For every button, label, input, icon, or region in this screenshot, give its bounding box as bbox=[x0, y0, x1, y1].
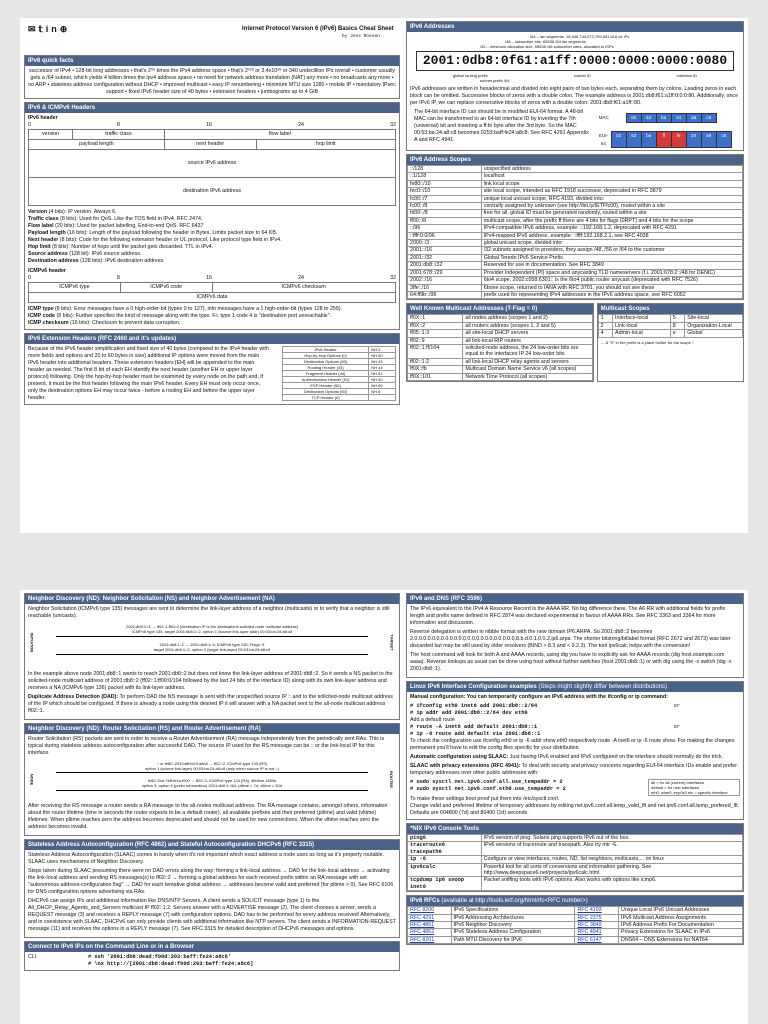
tool-row: traceroute6 tracepath6 IPv6 versions of traceroute and tracepath. Also try mtr -6. bbox=[408, 842, 743, 856]
page-one bbox=[20, 18, 748, 533]
multicast-row: ff0X::fb Multicast Domain Name Service v6 (all scopes) bbox=[408, 366, 593, 373]
scope-row: 2001:db8::/32 Reserved for use in documentation. See RFC 3849 bbox=[408, 262, 743, 269]
section-title: Well Known Multicast Addresses (T-Flag = 0) bbox=[407, 304, 593, 314]
console-tools-table bbox=[407, 834, 743, 891]
scope-row: ::/128 unspecified address bbox=[408, 166, 743, 173]
well-known-multicast-table bbox=[407, 314, 593, 381]
console-tools-section bbox=[406, 823, 744, 892]
page-two-right-column bbox=[406, 590, 744, 1024]
addresses-section: IPv6 Addresses /64 – lan segments, 18,446,744,073,709,551,616 v6 IPs /48 – subscriber site, 65536 /64 lan segments /32 – minimum allocation size, 65536 /48 subscriber sites, allocated to ISPs 2001:0db8:0f61:a1ff:0000:0000:0000:0080 global routing prefix subnet ID interface ID subnet prefix /64 IPv6 addresses are written in hexadecimal and divided into eight pairs of two bytes each, separating them by colons. Leading zeros in each block can be omitted. Successive blocks of zeros with a double colon. The example address is 2001:db8:f61:a1ff:0:0:0:80. Additionally, once per IPv6 IP, we can replace consecutive blocks of zeros with a double colon: 2001:db8:f61:a1ff::80. The 64-bit interface ID can should be in modified EUI-64 format. A 48-bit MAC can be transformed to an 64-bit interface ID by inverting the 7th (universal) bit and inserting a ff:fe byte after the 3rd byte. So the MAC 00:53:ba:24:a8:c8 becomes 0253:baff:fe24:a8c8. See RFC 4291 Appendix A and RFC 4941. MAC 00 53 ba 24 a8 c8 EUI-64 02 53 ba ff fe 24 a8 c8 bbox=[406, 21, 744, 151]
tool-row: ip -6 Configure or view interfaces, routes, ND, list neighbors, multicasts,... on linux bbox=[408, 856, 743, 863]
page-title: Internet Protocol Version 6 (IPv6) Basics Cheat Sheet bbox=[242, 26, 394, 32]
multicast-row: ff02::1:ff/104 solicited-node address, the 24 low-order bits are equal to the interfaces IP 24 low-order bits bbox=[408, 344, 593, 358]
multicast-scopes-table bbox=[598, 314, 743, 337]
rfc-row: RFC 8200 IPv6 Specifications RFC 4193 Unique Local IPv6 Unicast Addresses bbox=[408, 907, 743, 914]
extension-headers-text: Because of the IPv6 header simplification and fixed size of 40 bytes (compared to the IPv4 header with more fields and options and 20 to 60 bytes in size) additional IP options were moved from the main IPv6 header into additional headers. These extension headers [EH] will be appended to the main header as needed. The first 8 bit of each EH identify the next header (another EH or upper layer protocol) following. Only the hop-by-hop header must be examined by every node on the path and, if present, it must be the first header following the main IPv6 header. Every EH must only occur once, only the destination options EH may occur twice - before a routing EH and before the upper layer header. bbox=[28, 346, 269, 401]
section-title: Neighbor Discovery (ND): Router Solicitation (RS) and Router Advertisement (RA) bbox=[25, 724, 399, 734]
rfc-row: RFC 4861 IPv6 Neighbor Discovery RFC 3849 IPv6 Address Prefix For Documentation bbox=[408, 922, 743, 929]
rfc-section: IPv6 RFCs (available at http://tools.ietf.org/html/rfc<RFC number>) RFC 8200 IPv6 Specifications RFC 4193 Unique Local IPv6 Unicast Addresses RFC 4291 IPv6 Addressing Architectures RFC 2375 IPv6 Multicast Address Assignments RFC 4861 IPv6 Neighbor Discovery RFC 3849 IPv6 Address Prefix For Documentation RFC 4862 IPv6 Stateless Address Configuration RFC 4941 Privacy Extensions for SLAAC in IPv6 RFC 8201 Path MTU Discovery for IPv6 RFC 6147 DNS64 – DNS Extensions for NAT64 bbox=[406, 895, 744, 945]
section-title: IPv6 Extension Headers (RFC 2460 and it's updates) bbox=[25, 334, 399, 344]
section-title: Neighbor Discovery (ND): Neighbor Solicitation (NS) and Neighbor Advertisement (NA) bbox=[25, 594, 399, 604]
router-solicitation-section: Neighbor Discovery (ND): Router Solicitation (RS) and Router Advertisement (RA) Router Solicitation (RS) packets are sent in order to receive a Router Advertisement (RA) message independently from the periodically sent RAs. This is typical during stateless address autoconfiguration after successful DAD. The source IP used for the RS message can be :: or the link-local IP for this interface. NODE ROUTER :: or fe80::203:baff:fe24:a8c8 → ff02::2, ICMPv6 type 133 (RS) option 1 (source link-layer) 00:03:ba:24:a8:c8 (only when source IP is not ::) fe80::2ce:7bff:fe1a:f000 → ff02::1, ICMPv6 type 134 (RA), lifetime 1800s option 3, option 5 (prefix information) 2001:db8:1::/64, pltime = 7d, vltime = 30d After receiving the RS message a router sends a RA message to the all-nodes multicast address. The RA message contains, amongst others, information about the router lifetime (time in seconds the router expects to be a default router), all available prefixes and their preferred (pltime) and valid (vltime) lifetimes. When pltime reaches zero the address becomes deprecated and should not be used for new connections. When the vltime reaches zero the address becomes invalid. bbox=[24, 723, 400, 836]
tool-row: ping6 IPv6 version of ping. Solaris ping supports IPv6 out of the box. bbox=[408, 835, 743, 842]
neighbor-solicitation-section: Neighbor Discovery (ND): Neighbor Solicitation (NS) and Neighbor Advertisement (NA) Neighbor Solicitation (ICMPv6 type 135) messages are sent to determine the link-layer address of a neighbor (multicasts) or to verify that a neighbor is still reachable (unicasts). INITIATOR TARGET 2001:db8:1::4 → ff02::1:ff00:2 (destination IP is the destinations solicited-node multicast address) ICMPv6 type 135, target 2001:db8:1::2, option 1 (source link-layer addr) 00:03:ba:24:a8:c8 2001:db8:1::2 → 2001:db8:1::4, ICMPv6 type 136, Flags: S target 2001:db8:1::2, option 2 (target link-layer) 00:03:ba:24:a8:c9 In the example above node 2001:db8::1 wants to reach 2001:db8::2 but does not know the link-layer address of 2001:db8::2. So it sends a NS packet to the solicited-node multicast address of 2001:db8::2 (ff02::1:ff00:0/104 followed by the last 24 bits of the interface ID) along with its own link-layer address and receives a NA (ICMPv6 type 136) packet with its link-layer address. Duplicate Address Detection (DAD): To perform DAD the NS message is sent with the unspecified source IP :: and to the solicited-node multicast address of the IP which should be configured. If there is already a node using this desired IP it will answer with a NA packet sent to the all-node multicast address ff02::1. bbox=[24, 593, 400, 720]
scope-row: ff00::/8 multicast scope, after the prefix ff there are 4 bits for flags (0RPT) and 4 bits for the scope bbox=[408, 217, 743, 224]
slaac-section: Stateless Address Autoconfiguration (RFC 4862) and Stateful Autoconfiguration DHCPv6 (RFC 3315) Stateless Address Autoconfiguration (SLAAC) comes in handy when it's not important which exact address a node uses as long as it's properly routable. SLAAC uses mechanisms of Neighbor Discovery. Steps taken during SLAAC presuming there were no DAD errors along the way: forming a link-local address → DAD for the link-local address → activating the link-local address and sending RS messages(s) to ff02::2 → forming a global address for each received prefix within an RA message with set "autonomous address-configuration flag" → DAD for each tentative global address → addresses become valid and preferred (for pltime > 0). See RFC 6106 for DNS configuration options advertising via RAs. DHCPv6 can assign IPs and additional information like DNS/NTP Servers. A client sends a SOLICIT message (type 1) to the All_DHCP_Relay_Agents_and_Servers multicast IP ff02::1:2. Servers answer with a ADVERTISE message (2). The client chooses a server, sends a REQUEST message (3) and receives a REPLY message (7) with configuration options. DAD has to be performed for every address received! Alternatively, and in coexistence with SLAAC, DHCPv6 can only provide clients with additional information like NTP servers. The client sends a INFORMATION-REQUEST message (11) and receives the options in a REPLY message (7). See RFC 3315 for detailed description of DHCPv6 messages and options. bbox=[24, 839, 400, 938]
section-title: Connect to IPv6 IPs on the Command Line or in a Browser bbox=[25, 942, 399, 952]
tool-row: ipv6calc Powerful tool for all sorts of conversions and information gathering. See http://www.deepspace6.net/projects/ipv6calc.html bbox=[408, 863, 743, 877]
page-one-right-column bbox=[406, 18, 744, 533]
section-title: Linux IPv6 Interface Configuration examples bbox=[410, 684, 537, 690]
scopes-section bbox=[406, 154, 744, 300]
section-title: IPv6 quick facts bbox=[25, 56, 399, 66]
page-two-left-column bbox=[24, 590, 400, 1024]
author: by Jens Roesen bbox=[342, 34, 380, 39]
icmp-header-diagram: ICMPv6 type ICMPv6 code ICMPv6 checksum ICMPv6 data bbox=[28, 282, 396, 303]
rfc-row: RFC 4291 IPv6 Addressing Architectures RFC 2375 IPv6 Multicast Address Assignments bbox=[408, 914, 743, 921]
scope-row: fe80::/10 link local scope bbox=[408, 180, 743, 187]
multicast-row: ff05::1:3 all site-local DHCP servers bbox=[408, 330, 593, 337]
dns-section: IPv6 and DNS (RFC 3596) The IPv6 equivalent to the IPv4 A Resource Record is the AAAA RR. No big difference there. The A6 RR with additional fields for prefix length and prefix name defined in RFC 2874 was declared experimental in favour of AAAA RRs. See RFC 3363 and 3364 for more information and discussion. Reverse delegation is written in nibble format with the new domain IP6.ARPA. So 2001:db8::2 becomes 2.0.0.0.0.0.0.0.0.0.0.0.0.0.0.0.0.0.0.0.0.0.0.0.8.b.d.0.1.0.0.2.ip6.arpa. The shorter bitstring/bitlabel format (RFC 2672 and 2673) was later discarded but may be still used by older resolvers (BIND > 8.3 and < 9.2.3). The tool ipv6calc helps with the conversion! The host command will look for both A and AAAA records, using dig you have to explicitly ask for AAAA records (dig host.example.com aaaa). Reverse lookups as usual can be done using host without further switches (host 2001:db8::1) or with dig using the -x switch (dig -x 2001:db8::1). bbox=[406, 593, 744, 678]
address-notation-text: IPv6 addresses are written in hexadecimal and divided into eight pairs of two bytes each, separating them by colons. Leading zeros in each block can be omitted. Successive blocks of zeros with a double colon. The example address is 2001:db8:f61:a1ff:0:0:0:80. Additionally, once per IPv6 IP, we can replace consecutive blocks of zeros with a double colon: 2001:db8:f61:a1ff::80. bbox=[410, 86, 739, 106]
eui64-text: The 64-bit interface ID can should be in modified EUI-64 format. A 48-bit MAC can be transformed to an 64-bit interface ID by inverting the 7th (universal) bit and inserting a ff:fe byte after the 3rd byte. So the MAC 00:53:ba:24:a8:c8 becomes 0253:baff:fe24:a8c8. See RFC 4291 Appendix A and RFC 4941. bbox=[414, 109, 589, 143]
cli-section: Connect to IPv6 IPs on the Command Line or in a Browser CLI # ssh '2001:db8:dead:f00d:203:baff:fe24:a8c6' # \nx http://[2001:db8:dead:f00d:203:baff:fe24:a8c6] bbox=[24, 941, 400, 971]
page-one-left-column bbox=[24, 18, 400, 533]
scope-row: fc00::/7 unique local unicast scope, RFC 4193, divided into: bbox=[408, 195, 743, 202]
section-title: IPv6 & ICMPv6 Headers bbox=[25, 103, 399, 113]
multicast-scope-row: 4 Admin-local e Global bbox=[598, 330, 742, 337]
scope-row: 64:ff9b::/96 prefix used for representing IPv4 addresses in the IPv6 address space, see RFC 6052 bbox=[408, 291, 743, 298]
tool-row: tcpdump ip6 snoop inet6 Packet sniffing tools with IPv6 options. Also works with options like icmp6. bbox=[408, 877, 743, 891]
extension-header-stack: IPv6 Header NH 0 Hop-by-Hop Options (0) NH 60 Destination Options (60) NH 43 Routing Header (43) NH 44 Fragment Header (44) NH 51 Authentication Header (51) NH 50 ESP Header (50) NH 60 Destination Options (60) NH 6 TCP Header (6) bbox=[282, 346, 396, 401]
scope-row: fec0::/10 site local scope, intended as RFC 1918 successor, deprecated in RFC 3879 bbox=[408, 188, 743, 195]
section-title: *NIX IPv6 Console Tools bbox=[407, 824, 743, 834]
scope-row: 2000::/3 global unicast scope, divided into: bbox=[408, 240, 743, 247]
section-title: Stateless Address Autoconfiguration (RFC 4862) and Stateful Autoconfiguration DHCPv6 (RFC 3315) bbox=[25, 840, 399, 850]
multicast-scope-row: 2 Link-local 8 Organization-Local bbox=[598, 322, 742, 329]
multicast-row: ff02::9 all link-local RIP routers bbox=[408, 337, 593, 344]
icmp-header-title: ICMPv6 header bbox=[28, 268, 66, 274]
linux-config-section: Linux IPv6 Interface Configuration examples (Steps might slightly differ between distributions) Manual configuration: You can temporarily configure an IPv6 address with the ifconfig or ip command: # ifconfig eth0 inet6 add 2001:db8::2/64 or # ip addr add 2001:db8::2/64 dev eth0 Add a default route # route -A inet6 add default 2001:db8::1 or # ip -6 route add default via 2001:db8::1 To check the configuration use ifconfig eth0 or ip -6 addr show eth0 respectively route -A inet6 or ip -6 route show. For making the changes permanent you'll have to edit the config files specific for your distribution. Automatic configuration using SLAAC: Just having IPv6 enabled and IPv6 configured on the interface should normally do the trick. SLAAC with privacy extensions (RFC 4941): To deal with security and privacy concerns regarding EUI-64 interface IDs enable and prefer temporary addresses over other public addresses with: # sudo sysctl net.ipv6.conf.all.use_tempaddr = 2 # sudo sysctl net.ipv6.conf.eth0.use_tempaddr = 2 all = for all (current) interfaces default = for new interfaces eth0, wlan0, enp0s3 etc = specific interface To make these settings boot proof put them into /etc/sysctl.conf. Change valid and preferred lifetime of temporary addresses by editing net.ipv6.conf.all.temp_valid_lft and net.ipv6.conf.all.temp_prefered_lft. Defaults are 604800 (7d) and 86400 (1d) seconds. bbox=[406, 681, 744, 820]
multicast-row: ff0X::1 all nodes address (scopes 1 and 2) bbox=[408, 315, 593, 322]
section-title: IPv6 Addresses bbox=[407, 22, 743, 32]
email-icon[interactable]: ✉ bbox=[28, 24, 39, 34]
scope-row: 2001::/16 /32 subnets assigned to providers, they assign /48, /56 or /64 to the customer bbox=[408, 247, 743, 254]
bit-ruler: 0 8 16 24 32 bbox=[28, 122, 396, 128]
rfc-row: RFC 4862 IPv6 Stateless Address Configuration RFC 4941 Privacy Extensions for SLAAC in IPv6 bbox=[408, 929, 743, 936]
linkedin-icon[interactable]: in bbox=[45, 24, 60, 34]
cli-command[interactable]: # \nx http://[2001:db8:dead:f00d:203:baff:fe24:a8c6] bbox=[88, 961, 254, 967]
scope-row: ::ffff:0:0/96 IPv4-mapped IPv6 address, example: ::ffff:192.168.2.1, see RFC 4038 bbox=[408, 232, 743, 239]
web-icon[interactable]: ⊕ bbox=[59, 24, 71, 34]
extension-headers-section bbox=[24, 333, 400, 405]
multicast-row: ff0X::2 all routers address (scopes 1, 2 and 5) bbox=[408, 322, 593, 329]
scope-row: ::1/128 localhost bbox=[408, 173, 743, 180]
scope-row: 3ffe::/16 6bone scope, returned to IANA with RFC 3701, you should not see these bbox=[408, 284, 743, 291]
quick-facts-text: successor of IPv4 • 128-bit long addresses • that's 2⁹⁶ times the IPv4 address space • that's 2¹²⁸ or 3.4x10³⁸ or 340 undecillion IPs overall • customer usually gets a /64 subnet, which yields 4 billion times the ipv4 address space • no need for network address translation (NAT) any more • no broadcasts any more • no ARP • stateless address configuration without DHCP • improved multicast • easy IP renumbering • minimum MTU size 1280 • mobile IP • mandatory IPsec support • fixed IPv6 header size of 40 bytes • extension headers • jumbograms up to 4 GiB bbox=[28, 68, 396, 95]
title-block bbox=[24, 18, 400, 52]
scope-row: 2001:678::/29 Provider Independent (PI) space and anycasting TLD nameservers (f.i. 2001:678:2::/48 for DENIC) bbox=[408, 269, 743, 276]
multicast-row: ff0X::101 Network Time Protocol (all scopes) bbox=[408, 373, 593, 380]
scope-row: 2001::/32 Global Teredo IPv6 Service Prefix. bbox=[408, 254, 743, 261]
multicast-row: ff02::1:2 all link-local DHCP relay agents and servers bbox=[408, 358, 593, 365]
bit-ruler: 0 8 16 24 32 bbox=[28, 275, 396, 281]
eui64-diagram: MAC 00 53 ba 24 a8 c8 EUI-64 02 53 ba ff fe 24 a8 c8 bbox=[596, 113, 732, 148]
section-title: IPv6 and DNS (RFC 3596) bbox=[407, 594, 743, 604]
twitter-icon[interactable]: 𝕥 bbox=[38, 24, 46, 34]
quick-facts-section bbox=[24, 55, 400, 99]
section-title: IPv6 Address Scopes bbox=[407, 155, 743, 165]
social-icons bbox=[28, 24, 70, 35]
headers-section bbox=[24, 102, 400, 330]
page-two bbox=[20, 590, 748, 1024]
section-title: Multicast Scopes bbox=[598, 304, 743, 314]
well-known-multicast-section bbox=[406, 303, 594, 382]
scope-row: 2002::/16 6to4 scope, 2002:c058:6301:: is the 6to4 public router anycast (deprecated with RFC 7526) bbox=[408, 277, 743, 284]
ipv6-header-diagram: version traffic class flow label payload length next header hop limit source IPv6 address destination IPv6 address bbox=[28, 129, 396, 206]
ipv6-field-list: Version (4 bits): IP version. Always 6. Traffic class (8 bits): Used for QoS. Like the TOS field in IPv4. RFC 2474. Flow label (20 bits): Used for packet labelling, End-to-end QoS. RFC 6437 Payload length (16 bits): Length of the payload following the header in Bytes. Limits packet size to 64 KB. Next header (8 bits): Code for the following extension header or UL protocol. Like protocol type field in IPv4. Hop limit (8 bits): Number of hops until the packet gets discarded. TTL in IPv4. Source address (128 bit): IPv6 source address. Destination address (128 bits): IPv6 destination address. bbox=[28, 209, 282, 264]
scope-row: fc00::/8 centrally assigned by unknown (see http://bit.ly/IETFfc00), routed within a site bbox=[408, 203, 743, 210]
multicast-scope-note: ← A "X" in the prefix is a place holder for the scope ↑ bbox=[600, 339, 694, 345]
multicast-scope-row: 1 Interface-local 5 Site-local bbox=[598, 315, 742, 322]
scope-row: ::/96 IPv4-compatible IPv6 address, example: ::192.168.1.2, deprecated with RFC 4291 bbox=[408, 225, 743, 232]
rfc-row: RFC 8201 Path MTU Discovery for IPv6 RFC 6147 DNS64 – DNS Extensions for NAT64 bbox=[408, 936, 743, 943]
ipv6-header-title: IPv6 header bbox=[28, 115, 58, 121]
ns-na-diagram: INITIATOR TARGET 2001:db8:1::4 → ff02::1:ff00:2 (destination IP is the destinations solicited-node multicast address) ICMPv6 type 135, target 2001:db8:1::2, option 1 (source link-layer addr) 00:03:ba:24:a8:c8 2001:db8:1::2 → 2001:db8:1::4, ICMPv6 type 136, Flags: S target 2001:db8:1::2, option 2 (target link-layer) 00:03:ba:24:a8:c9 bbox=[28, 622, 396, 670]
rfc-table bbox=[407, 906, 743, 944]
cli-command[interactable]: # ssh '2001:db8:dead:f00d:203:baff:fe24:a8c6' bbox=[88, 954, 232, 960]
section-title: IPv6 RFCs bbox=[410, 898, 440, 905]
icmp-field-list: ICMP type (8 bits): Error messages have a 0 high-order-bit (types 0 to 127), info messages have a 1 high-order-bit (types 128 to 255). ICMP code (8 bits): Further specifies the kind of message along with the type. F.i. type 1 code 4 is "destination port unreachable". ICMP checksum (16 bits): Checksum to prevent data corruption. bbox=[28, 306, 343, 326]
rs-ra-diagram: NODE ROUTER :: or fe80::203:baff:fe24:a8c8 → ff02::2, ICMPv6 type 133 (RS) option 1 (source link-layer) 00:03:ba:24:a8:c8 (only when source IP is not ::) fe80::2ce:7bff:fe1a:f000 → ff02::1, ICMPv6 type 134 (RA), lifetime 1800s option 3, option 5 (prefix information) 2001:db8:1::/64, pltime = 7d, vltime = 30d bbox=[28, 759, 396, 803]
multicast-scopes-section bbox=[597, 303, 744, 382]
scopes-table bbox=[407, 165, 743, 299]
multicast-block bbox=[406, 300, 744, 382]
example-address: 2001:0db8:0f61:a1ff:0000:0000:0000:0080 bbox=[416, 51, 734, 71]
scope-row: fd00::/8 free for all, global ID must be generated randomly, routed within a site bbox=[408, 210, 743, 217]
